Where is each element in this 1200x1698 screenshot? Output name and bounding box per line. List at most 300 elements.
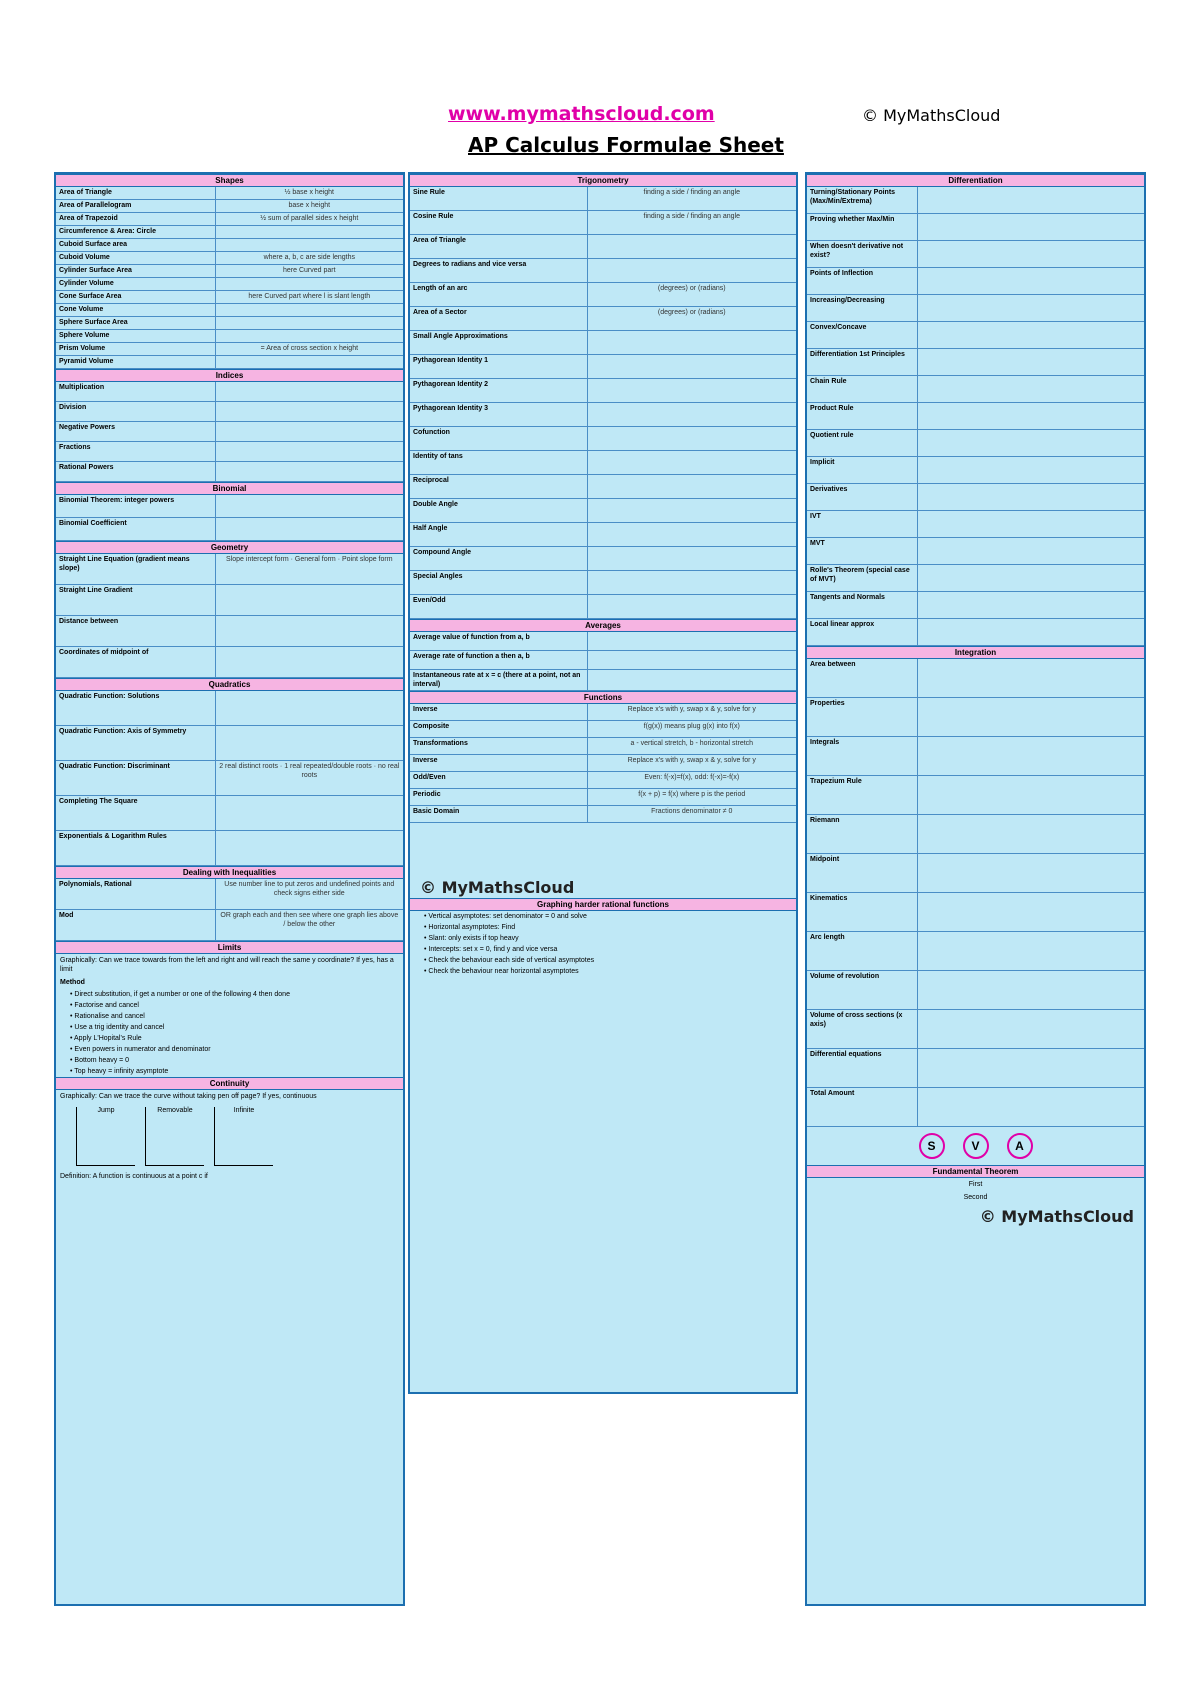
row-label: Exponentials & Logarithm Rules [56,831,216,865]
row-formula [588,331,796,354]
table-row [56,402,403,422]
table-row [410,738,796,755]
table-row [56,278,403,291]
row-label: Rational Powers [56,462,216,481]
row-label: Odd/Even [410,772,588,788]
row-label: Instantaneous rate at x = c (there at a point, not an interval) [410,670,588,690]
row-formula [918,187,1144,213]
continuity-graph: Infinite [214,1107,273,1166]
row-label: Straight Line Equation (gradient means slope) [56,554,216,584]
table-row [56,187,403,200]
row-formula [918,511,1144,537]
table-row [56,291,403,304]
row-label: Double Angle [410,499,588,522]
table-row [410,772,796,789]
row-label: Cosine Rule [410,211,588,234]
table-row [807,698,1144,737]
table-row [807,403,1144,430]
table-row [56,647,403,678]
table-row [807,815,1144,854]
continuity-text: Graphically: Can we trace the curve without taking pen off page? If yes, continuous [60,1093,317,1100]
row-formula [588,427,796,450]
row-formula: (degrees) or (radians) [657,285,726,292]
row-formula: 2 real distinct roots · 1 real repeated/double roots · no real roots [219,763,400,779]
section-limits: Limits [56,941,403,954]
table-row [410,789,796,806]
row-label: Inverse [410,704,588,720]
table-row [56,761,403,796]
row-label: Cylinder Volume [56,278,216,290]
mid-logo: © MyMathsCloud [420,878,575,897]
row-label: Transformations [410,738,588,754]
ftc-second: Second [963,1194,988,1201]
table-row [410,403,796,427]
row-formula [918,592,1144,618]
row-label: Degrees to radians and vice versa [410,259,588,282]
row-label: Circumference & Area: Circle [56,226,216,238]
row-formula [588,595,796,618]
table-row [56,330,403,343]
row-label: Composite [410,721,588,737]
row-label: Length of an arc [410,283,588,306]
row-label: Coordinates of midpoint of [56,647,216,677]
row-label: Differential equations [807,1049,918,1087]
row-formula [216,317,403,329]
table-row [56,879,403,910]
row-label: Integrals [807,737,918,775]
row-label: Distance between [56,616,216,646]
row-formula [216,585,403,615]
row-formula: here Curved part where l is slant length [248,293,371,300]
row-label: Pythagorean Identity 3 [410,403,588,426]
sva-letter: A [1007,1133,1033,1159]
section-integration: Integration [807,646,1144,659]
table-row [807,349,1144,376]
row-label: Riemann [807,815,918,853]
row-formula [918,1088,1144,1126]
row-formula: Replace x's with y, swap x & y, solve for y [627,757,756,764]
table-row [56,495,403,518]
section-functions: Functions [410,691,796,704]
row-formula: ½ sum of parallel sides x height [260,215,359,222]
row-formula [216,647,403,677]
row-label: Quadratic Function: Solutions [56,691,216,725]
table-row [807,1088,1144,1127]
row-formula [588,651,796,669]
table-row [807,971,1144,1010]
table-row [807,737,1144,776]
table-row [410,704,796,721]
row-label: Quadratic Function: Axis of Symmetry [56,726,216,760]
row-label: Average rate of function a then a, b [410,651,588,669]
table-row [410,571,796,595]
row-label: Completing The Square [56,796,216,830]
section-geometry: Geometry [56,541,403,554]
row-label: Cuboid Volume [56,252,216,264]
table-row [410,331,796,355]
table-row [410,235,796,259]
table-row [56,726,403,761]
table-row [410,595,796,619]
row-formula [216,831,403,865]
row-label: Tangents and Normals [807,592,918,618]
section-inequalities: Dealing with Inequalities [56,866,403,879]
table-row [410,475,796,499]
row-label: Sine Rule [410,187,588,210]
table-row [807,659,1144,698]
row-formula [216,278,403,290]
table-row [410,670,796,691]
table-row [410,499,796,523]
table-row [410,427,796,451]
section-averages: Averages [410,619,796,632]
row-label: Product Rule [807,403,918,429]
table-row [807,854,1144,893]
table-row [410,523,796,547]
row-label: Turning/Stationary Points (Max/Min/Extrema) [807,187,918,213]
row-label: Midpoint [807,854,918,892]
table-row [807,376,1144,403]
row-formula: Slope intercept form · General form · Point slope form [226,556,393,563]
row-formula: Fractions denominator ≠ 0 [651,808,733,815]
row-label: Trapezium Rule [807,776,918,814]
table-row [56,796,403,831]
row-label: Periodic [410,789,588,805]
row-formula [588,259,796,282]
row-label: Properties [807,698,918,736]
table-row [56,200,403,213]
row-label: Division [56,402,216,421]
row-label: Kinematics [807,893,918,931]
table-row [56,462,403,482]
column-left [54,172,405,1606]
section-rational: Graphing harder rational functions [410,898,796,911]
row-label: Binomial Coefficient [56,518,216,540]
row-formula: Even: f(-x)=f(x), odd: f(-x)=-f(x) [644,774,740,781]
continuity-graph: Removable [145,1107,204,1166]
row-label: Cofunction [410,427,588,450]
sva-letter: S [919,1133,945,1159]
list-item: • Use a trig identity and cancel [70,1024,165,1031]
row-label: Area of Parallelogram [56,200,216,212]
row-formula [918,295,1144,321]
row-label: Chain Rule [807,376,918,402]
table-row [410,355,796,379]
section-indices: Indices [56,369,403,382]
row-formula [216,616,403,646]
row-formula [216,304,403,316]
row-formula [918,1010,1144,1048]
row-label: Rolle's Theorem (special case of MVT) [807,565,918,591]
row-formula [918,403,1144,429]
row-label: Implicit [807,457,918,483]
table-row [56,252,403,265]
list-item: • Even powers in numerator and denominator [70,1046,211,1053]
row-formula [588,632,796,650]
row-formula: = Area of cross section x height [260,345,359,352]
row-formula [588,523,796,546]
table-row [807,268,1144,295]
row-formula [588,355,796,378]
table-row [56,239,403,252]
row-label: Quotient rule [807,430,918,456]
row-formula [918,932,1144,970]
table-row [410,651,796,670]
table-row [56,422,403,442]
row-formula [918,1049,1144,1087]
column-middle [408,172,798,1394]
row-label: Small Angle Approximations [410,331,588,354]
list-item: • Check the behaviour near horizontal asymptotes [424,968,579,975]
sva-diagram [807,1127,1144,1165]
table-row [56,304,403,317]
table-row [807,776,1144,815]
table-row [410,547,796,571]
row-label: Area of Trapezoid [56,213,216,225]
row-formula [216,382,403,401]
section-trigonometry: Trigonometry [410,174,796,187]
table-row [56,213,403,226]
table-row [410,211,796,235]
row-formula [216,402,403,421]
limits-method: Method [60,979,85,986]
table-row [807,457,1144,484]
row-formula [918,893,1144,931]
list-item: • Vertical asymptotes: set denominator = 0 and solve [424,913,587,920]
table-row [56,554,403,585]
row-formula [918,854,1144,892]
table-row [56,616,403,647]
row-label: Cone Volume [56,304,216,316]
table-row [807,241,1144,268]
table-row [56,518,403,541]
row-label: Straight Line Gradient [56,585,216,615]
list-item: • Slant: only exists if top heavy [424,935,519,942]
row-formula [918,214,1144,240]
row-formula [918,484,1144,510]
row-formula [588,403,796,426]
row-formula: finding a side / finding an angle [643,189,741,196]
row-formula: Replace x's with y, swap x & y, solve for y [627,706,756,713]
row-label: Special Angles [410,571,588,594]
table-row [807,932,1144,971]
row-label: Convex/Concave [807,322,918,348]
row-label: Proving whether Max/Min [807,214,918,240]
row-label: Pythagorean Identity 1 [410,355,588,378]
table-row [56,831,403,866]
table-row [807,538,1144,565]
table-row [56,382,403,402]
table-row [807,565,1144,592]
row-label: MVT [807,538,918,564]
table-row [807,430,1144,457]
row-formula [918,241,1144,267]
row-formula: f(x + p) = f(x) where p is the period [638,791,746,798]
row-formula: finding a side / finding an angle [643,213,741,220]
row-label: Cuboid Surface area [56,239,216,251]
row-formula [918,457,1144,483]
table-row [410,721,796,738]
row-formula: a - vertical stretch, b - horizontal stretch [630,740,754,747]
row-formula [216,796,403,830]
row-formula [918,698,1144,736]
row-formula [918,322,1144,348]
website-link[interactable]: www.mymathscloud.com [448,103,715,125]
table-row [410,283,796,307]
row-formula [216,691,403,725]
table-row [807,322,1144,349]
row-label: Sphere Volume [56,330,216,342]
column-right [805,172,1146,1606]
row-formula [918,815,1144,853]
table-row [56,343,403,356]
row-formula: here Curved part [283,267,336,274]
row-formula: where a, b, c are side lengths [263,254,356,261]
row-label: Increasing/Decreasing [807,295,918,321]
list-item: • Bottom heavy = 0 [70,1057,130,1064]
row-label: Pythagorean Identity 2 [410,379,588,402]
row-label: Cone Surface Area [56,291,216,303]
row-formula [588,499,796,522]
row-formula [588,451,796,474]
table-row [807,484,1144,511]
row-label: Polynomials, Rational [56,879,216,909]
row-label: Area of Triangle [56,187,216,199]
row-label: Basic Domain [410,806,588,822]
row-label: Area of a Sector [410,307,588,330]
row-formula [216,495,403,517]
row-formula [918,619,1144,645]
row-label: Quadratic Function: Discriminant [56,761,216,795]
table-row [56,585,403,616]
row-formula: ½ base x height [284,189,335,196]
row-label: Negative Powers [56,422,216,441]
row-label: Volume of cross sections (x axis) [807,1010,918,1048]
row-label: Differentiation 1st Principles [807,349,918,375]
list-item: • Check the behaviour each side of vertical asymptotes [424,957,595,964]
table-row [410,806,796,823]
row-formula [216,518,403,540]
row-label: Binomial Theorem: integer powers [56,495,216,517]
row-label: Volume of revolution [807,971,918,1009]
row-formula [588,571,796,594]
row-label: Local linear approx [807,619,918,645]
row-formula [918,971,1144,1009]
row-formula: (degrees) or (radians) [657,309,726,316]
row-formula [216,422,403,441]
copyright: © MyMathsCloud [862,106,1001,125]
row-formula [588,379,796,402]
row-label: Reciprocal [410,475,588,498]
table-row [807,1049,1144,1088]
table-row [807,1010,1144,1049]
continuity-definition: Definition: A function is continuous at a point c if [60,1173,208,1180]
limits-text: Graphically: Can we trace towards from the left and right and will reach the same y coordinate? If yes, has a limit [60,957,394,973]
page-title: AP Calculus Formulae Sheet [468,133,784,157]
row-formula [918,776,1144,814]
list-item: • Direct substitution, if get a number or one of the following 4 then done [70,991,290,998]
row-formula [588,235,796,258]
row-label: Average value of function from a, b [410,632,588,650]
row-formula [588,547,796,570]
table-row [807,214,1144,241]
table-row [410,451,796,475]
row-formula: f(g(x)) means plug g(x) into f(x) [643,723,740,730]
row-label: Sphere Surface Area [56,317,216,329]
section-continuity: Continuity [56,1077,403,1090]
section-ftc: Fundamental Theorem [807,1165,1144,1178]
right-logo: © MyMathsCloud [979,1207,1134,1226]
row-label: Compound Angle [410,547,588,570]
list-item: • Intercepts: set x = 0, find y and vice versa [424,946,558,953]
row-formula [216,239,403,251]
table-row [56,910,403,941]
table-row [410,187,796,211]
row-label: Half Angle [410,523,588,546]
table-row [807,592,1144,619]
table-row [410,379,796,403]
row-formula [216,226,403,238]
list-item: • Rationalise and cancel [70,1013,145,1020]
row-formula [588,670,796,690]
row-formula: OR graph each and then see where one graph lies above / below the other [220,912,399,928]
table-row [807,893,1144,932]
row-formula [216,462,403,481]
row-label: Total Amount [807,1088,918,1126]
table-row [410,632,796,651]
row-label: Identity of tans [410,451,588,474]
row-label: Fractions [56,442,216,461]
table-row [807,511,1144,538]
row-label: Multiplication [56,382,216,401]
section-differentiation: Differentiation [807,174,1144,187]
row-label: Cylinder Surface Area [56,265,216,277]
row-label: Arc length [807,932,918,970]
row-formula [918,737,1144,775]
row-formula [216,442,403,461]
table-row [56,265,403,278]
row-label: Mod [56,910,216,940]
row-formula [216,330,403,342]
row-label: Prism Volume [56,343,216,355]
row-formula [918,268,1144,294]
ftc-first: First [968,1181,983,1188]
table-row [410,259,796,283]
continuity-graph: Jump [76,1107,135,1166]
table-row [807,295,1144,322]
row-label: Points of Inflection [807,268,918,294]
list-item: • Apply L'Hopital's Rule [70,1035,142,1042]
row-label: Even/Odd [410,595,588,618]
row-label: When doesn't derivative not exist? [807,241,918,267]
row-label: IVT [807,511,918,537]
table-row [56,317,403,330]
list-item: • Factorise and cancel [70,1002,139,1009]
row-formula [216,356,403,368]
row-label: Pyramid Volume [56,356,216,368]
section-quadratics: Quadratics [56,678,403,691]
row-formula [216,726,403,760]
row-label: Area between [807,659,918,697]
row-formula [918,349,1144,375]
row-formula: Use number line to put zeros and undefined points and check signs either side [224,881,395,897]
section-binomial: Binomial [56,482,403,495]
row-formula [588,475,796,498]
table-row [807,619,1144,646]
row-label: Area of Triangle [410,235,588,258]
row-formula [918,659,1144,697]
table-row [410,755,796,772]
